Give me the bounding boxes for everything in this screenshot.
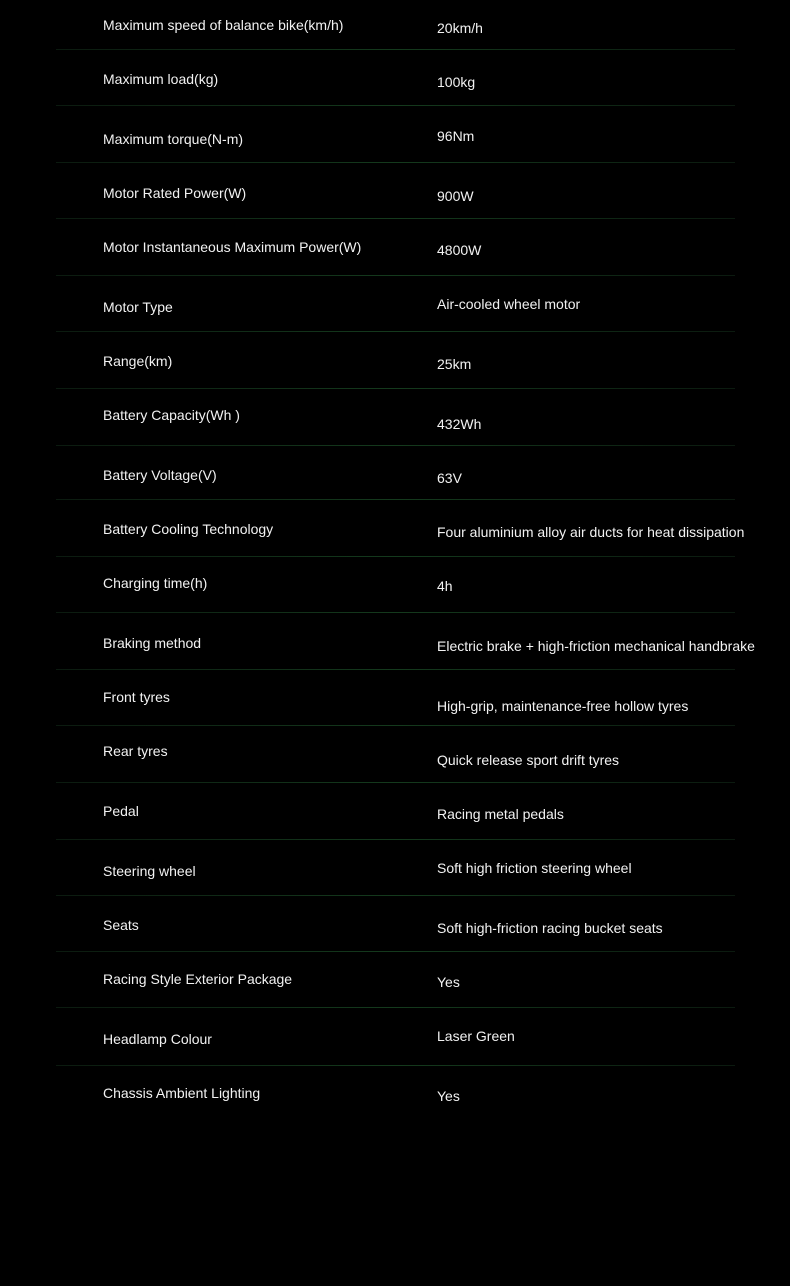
row-divider bbox=[56, 725, 735, 726]
spec-value: 63V bbox=[437, 470, 462, 486]
row-divider bbox=[56, 1007, 735, 1008]
row-divider bbox=[56, 331, 735, 332]
row-divider bbox=[56, 669, 735, 670]
row-divider bbox=[56, 556, 735, 557]
spec-label: Motor Instantaneous Maximum Power(W) bbox=[103, 239, 362, 255]
spec-label: Motor Type bbox=[103, 299, 173, 315]
spec-value: 4800W bbox=[437, 242, 482, 258]
row-divider bbox=[56, 218, 735, 219]
row-divider bbox=[56, 782, 735, 783]
spec-label: Front tyres bbox=[103, 689, 170, 705]
spec-value: Soft high-friction racing bucket seats bbox=[437, 920, 663, 936]
row-divider bbox=[56, 839, 735, 840]
row-divider bbox=[56, 612, 735, 613]
spec-value: 900W bbox=[437, 188, 474, 204]
spec-label: Battery Capacity(Wh ) bbox=[103, 407, 240, 423]
row-divider bbox=[56, 499, 735, 500]
row-divider bbox=[56, 105, 735, 106]
spec-label: Charging time(h) bbox=[103, 575, 208, 591]
spec-value: High-grip, maintenance-free hollow tyres bbox=[437, 698, 689, 714]
row-divider bbox=[56, 445, 735, 446]
spec-label: Seats bbox=[103, 917, 139, 933]
spec-value: Four aluminium alloy air ducts for heat dissipation bbox=[437, 524, 745, 540]
spec-label: Headlamp Colour bbox=[103, 1031, 212, 1047]
spec-value: Racing metal pedals bbox=[437, 806, 564, 822]
spec-label: Racing Style Exterior Package bbox=[103, 971, 293, 987]
row-divider bbox=[56, 275, 735, 276]
spec-label: Maximum load(kg) bbox=[103, 71, 219, 87]
spec-value: Laser Green bbox=[437, 1028, 515, 1044]
row-divider bbox=[56, 388, 735, 389]
spec-label: Motor Rated Power(W) bbox=[103, 185, 247, 201]
spec-value: Air-cooled wheel motor bbox=[437, 296, 581, 312]
spec-label: Pedal bbox=[103, 803, 139, 819]
row-divider bbox=[56, 162, 735, 163]
spec-label: Chassis Ambient Lighting bbox=[103, 1085, 261, 1101]
spec-value: 432Wh bbox=[437, 416, 482, 432]
spec-value: 20km/h bbox=[437, 20, 483, 36]
spec-value: Yes bbox=[437, 974, 460, 990]
spec-label: Rear tyres bbox=[103, 743, 168, 759]
row-divider bbox=[56, 951, 735, 952]
spec-value: Quick release sport drift tyres bbox=[437, 752, 620, 768]
spec-value: 96Nm bbox=[437, 128, 475, 144]
spec-label: Maximum torque(N-m) bbox=[103, 131, 244, 147]
spec-value: Yes bbox=[437, 1088, 460, 1104]
spec-label: Maximum speed of balance bike(km/h) bbox=[103, 17, 344, 33]
spec-label: Battery Cooling Technology bbox=[103, 521, 274, 537]
spec-value: 25km bbox=[437, 356, 472, 372]
spec-value: Soft high friction steering wheel bbox=[437, 860, 632, 876]
spec-value: 100kg bbox=[437, 74, 476, 90]
row-divider bbox=[56, 1065, 735, 1066]
row-divider bbox=[56, 895, 735, 896]
spec-value: 4h bbox=[437, 578, 453, 594]
spec-value: Electric brake + high-friction mechanical handbrake bbox=[437, 638, 755, 654]
spec-label: Battery Voltage(V) bbox=[103, 467, 217, 483]
spec-label: Steering wheel bbox=[103, 863, 196, 879]
spec-label: Braking method bbox=[103, 635, 202, 651]
spec-label: Range(km) bbox=[103, 353, 173, 369]
